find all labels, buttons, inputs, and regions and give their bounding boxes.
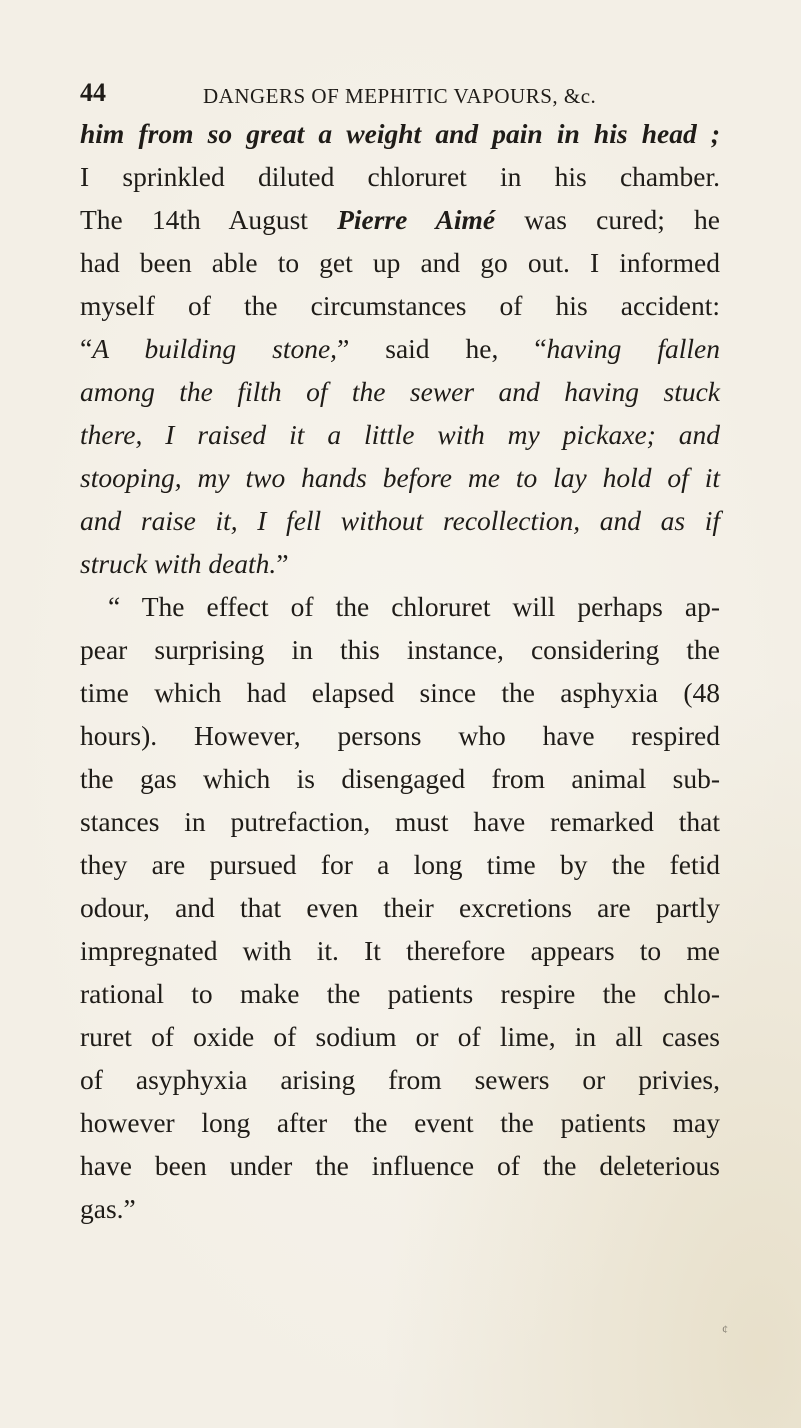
text-line [80, 456, 720, 499]
text-line [80, 155, 720, 198]
text-run: Pierre Aimé [337, 204, 496, 235]
text-line [80, 628, 720, 671]
text-line [80, 800, 720, 843]
text-line [80, 499, 720, 542]
text-run: pear surprising in this instance, considering the [80, 634, 720, 665]
text-run: stooping, my two hands before me to lay hold of it [80, 462, 720, 493]
text-line [80, 241, 720, 284]
page-number: 44 [80, 78, 106, 107]
text-run: gas.” [80, 1193, 136, 1224]
text-run: impregnated with it. It therefore appears to me [80, 935, 720, 966]
text-run: however long after the event the patients may [80, 1107, 720, 1138]
text-run: they are pursued for a long time by the fetid [80, 849, 720, 880]
text-line [80, 542, 720, 585]
text-run: was cured; he [495, 204, 720, 235]
text-line [80, 714, 720, 757]
text-line [80, 585, 720, 628]
text-run: I sprinkled diluted chloruret in his chamber. [80, 161, 720, 192]
text-line [80, 112, 720, 155]
text-run: ” [276, 548, 289, 579]
text-run: hours). However, persons who have respired [80, 720, 720, 751]
running-head: DANGERS OF MEPHITIC VAPOURS, &c. [203, 84, 597, 108]
text-run: among the filth of the sewer and having stuck [80, 376, 720, 407]
text-run: ” said he, “ [337, 333, 547, 364]
text-run: there, I raised it a little with my pickaxe; and [80, 419, 720, 450]
text-run: have been under the influence of the deleterious [80, 1150, 720, 1181]
text-line [80, 843, 720, 886]
text-run: having fallen [546, 333, 720, 364]
text-run: rational to make the patients respire the chlo- [80, 978, 720, 1009]
text-run: and raise it, I fell without recollection, and as if [80, 505, 720, 536]
text-line [80, 327, 720, 370]
text-run: A building stone, [92, 333, 338, 364]
text-line [80, 413, 720, 456]
text-line [80, 1144, 720, 1187]
text-run: “ [80, 333, 93, 364]
text-line [80, 671, 720, 714]
stray-mark: ¢ [722, 1322, 728, 1336]
text-line [80, 929, 720, 972]
text-line [80, 972, 720, 1015]
text-run: “ The effect of the chloruret will perhaps ap- [108, 591, 720, 622]
text-run: struck with death. [80, 548, 277, 579]
text-run: the gas which is disengaged from animal sub- [80, 763, 720, 794]
text-run: The 14th August [80, 204, 338, 235]
text-run: him from so great a weight and pain in his head ; [80, 118, 720, 149]
text-run: of asyphyxia arising from sewers or privies, [80, 1064, 720, 1095]
text-run: stances in putrefaction, must have remarked that [80, 806, 720, 837]
text-line [80, 284, 720, 327]
text-line [80, 370, 720, 413]
text-run: myself of the circumstances of his accident: [80, 290, 720, 321]
text-line [80, 1015, 720, 1058]
text-line [80, 198, 720, 241]
text-line [80, 1101, 720, 1144]
body-text [80, 112, 720, 1230]
text-run: ruret of oxide of sodium or of lime, in all cases [80, 1021, 720, 1052]
text-line [80, 757, 720, 800]
text-run: odour, and that even their excretions are partly [80, 892, 720, 923]
text-run: time which had elapsed since the asphyxia (48 [80, 677, 720, 708]
text-run: had been able to get up and go out. I informed [80, 247, 720, 278]
text-line [80, 886, 720, 929]
text-line [80, 1187, 720, 1230]
text-line [80, 1058, 720, 1101]
